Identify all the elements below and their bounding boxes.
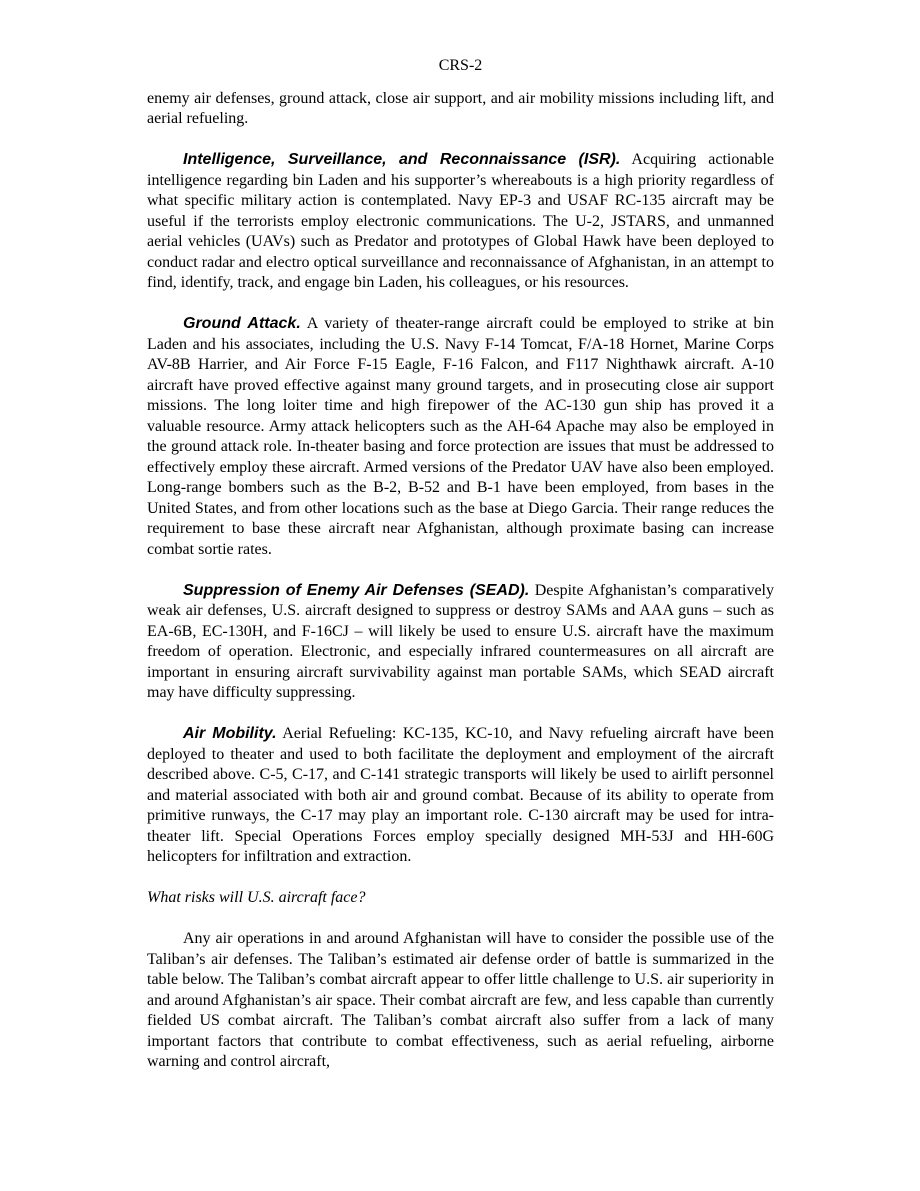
air-mobility-body: Aerial Refueling: KC-135, KC-10, and Navy refueling aircraft have been deployed to theater and used to both facilitate the deployment and employment of the aircraft described above. C-5, C-17, and C-141 strategic transports will likely be used to airlift personnel and material associated with both air and ground combat. Because of its ability to operate from primitive runways, the C-17 may play an important role. C-130 aircraft may be used for intra-theater lift. Special Operations Forces employ specially designed MH-53J and HH-60G helicopters for infiltration and extraction. <box>147 725 774 865</box>
ground-attack-paragraph <box>147 314 774 560</box>
section-question: What risks will U.S. aircraft face? <box>147 889 366 906</box>
sead-body: Despite Afghanistan’s comparatively weak air defenses, U.S. aircraft designed to suppress or destroy SAMs and AAA guns – such as EA-6B, EC-130H, and F-16CJ – will likely be used to ensure U.S. aircraft have the maximum freedom of operation. Electronic, and especially infrared countermeasures on all aircraft are important in ensuring aircraft survivability against man portable SAMs, which SEAD aircraft may have difficulty suppressing. <box>147 581 774 701</box>
sead-paragraph <box>147 581 774 704</box>
isr-paragraph <box>147 150 774 294</box>
sead-heading: Suppression of Enemy Air Defenses (SEAD). <box>183 581 530 599</box>
risks-paragraph: Any air operations in and around Afghanistan will have to consider the possible use of the Taliban’s air defenses. The Taliban’s estimated air defense order of battle is summarized in the table below. The Taliban’s combat aircraft appear to offer little challenge to U.S. air superiority in and around Afghanistan’s air space. Their combat aircraft are few, and less capable than currently fielded US combat aircraft. The Taliban’s combat aircraft also suffer from a lack of many important factors that contribute to combat effectiveness, such as aerial refueling, airborne warning and control aircraft, <box>147 930 774 1070</box>
document-page <box>147 0 774 1093</box>
isr-heading: Intelligence, Surveillance, and Reconnaissance (ISR). <box>183 151 621 168</box>
air-mobility-paragraph <box>147 724 774 868</box>
air-mobility-heading: Air Mobility. <box>183 725 277 742</box>
ground-attack-body: A variety of theater-range aircraft could be employed to strike at bin Laden and his associates, including the U.S. Navy F-14 Tomcat, F/A-18 Hornet, Marine Corps AV-8B Harrier, and Air Force F-15 Eagle, F-16 Falcon, and F117 Nighthawk aircraft. A-10 aircraft have proved effective against many ground targets, and in prosecuting close air support missions. The long loiter time and high firepower of the AC-130 gun ship has proved it a valuable resource. Army attack helicopters such as the AH-64 Apache may also be employed in the ground attack role. In-theater basing and force protection are issues that must be addressed to effectively employ these aircraft. Armed versions of the Predator UAV have also been employed. Long-range bombers such as the B-2, B-52 and B-1 have been employed, from bases in the United States, and from other locations such as the base at Diego Garcia. Their range reduces the requirement to base these aircraft near Afghanistan, although proximate basing can increase combat sortie rates. <box>147 315 774 558</box>
page-header: CRS-2 <box>438 57 483 74</box>
ground-attack-heading: Ground Attack. <box>183 315 301 332</box>
intro-paragraph: enemy air defenses, ground attack, close air support, and air mobility missions including lift, and aerial refueling. <box>147 89 774 127</box>
isr-body: Acquiring actionable intelligence regarding bin Laden and his supporter’s whereabouts is a high priority regardless of what specific military action is contemplated. Navy EP-3 and USAF RC-135 aircraft may be useful if the terrorists employ electronic communications. The U-2, JSTARS, and unmanned aerial vehicles (UAVs) such as Predator and prototypes of Global Hawk have been deployed to conduct radar and electro optical surveillance and reconnaissance of Afghanistan, in an attempt to find, identify, track, and engage bin Laden, his colleagues, or his resources. <box>147 151 775 291</box>
